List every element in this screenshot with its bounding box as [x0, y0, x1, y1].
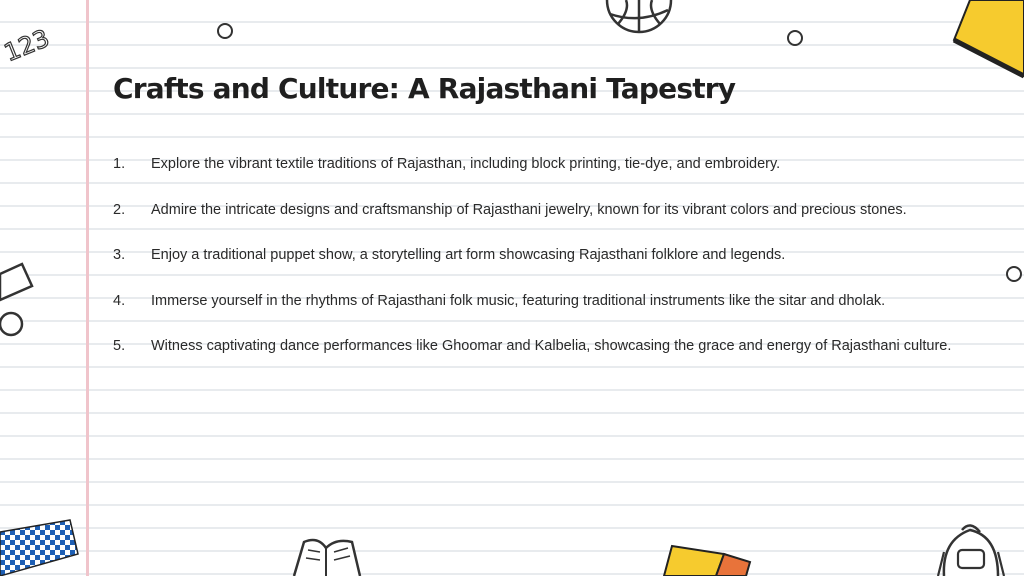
circle-doodle-icon: [1004, 265, 1024, 283]
item-number: 1.: [113, 156, 126, 172]
list-item: [113, 241, 963, 270]
eraser-icon: [0, 264, 36, 338]
yellow-tape-icon: [952, 0, 1024, 80]
item-text: Admire the intricate designs and craftsmanship of Rajasthani jewelry, known for its vibrant colors and precious stones.: [151, 201, 907, 218]
margin-line: [86, 0, 89, 576]
bullet-list: [113, 150, 963, 378]
item-number: 4.: [113, 292, 126, 309]
item-text: Enjoy a traditional puppet show, a storytelling art form showcasing Rajasthani folklore and legends.: [151, 247, 786, 263]
slide-title: Crafts and Culture: A Rajasthani Tapestry: [113, 72, 736, 105]
basketball-icon: [602, 0, 676, 34]
item-text: Immerse yourself in the rhythms of Rajasthani folk music, featuring traditional instruments like the sitar and dholak.: [151, 292, 886, 309]
list-item: [113, 196, 963, 225]
backpack-icon: [934, 522, 1010, 576]
item-number: 5.: [113, 338, 126, 354]
list-item: [113, 150, 963, 179]
doodle-numbers-text: 123: [0, 24, 54, 68]
item-text: Explore the vibrant textile traditions of Rajasthan, including block printing, tie-dye, and embroidery.: [151, 156, 781, 172]
numbers-doodle-icon: [0, 18, 60, 68]
open-book-icon: [290, 534, 362, 576]
circle-doodle-icon: [786, 29, 804, 47]
list-item: [113, 332, 963, 361]
list-item: [113, 287, 963, 316]
item-text: Witness captivating dance performances like Ghoomar and Kalbelia, showcasing the grace and energy of Rajasthani culture.: [151, 338, 952, 354]
item-number: 2.: [113, 201, 126, 218]
item-number: 3.: [113, 247, 126, 263]
plaid-tape-icon: [0, 520, 82, 576]
yellow-eraser-icon: [664, 542, 756, 576]
circle-doodle-icon: [216, 22, 234, 40]
